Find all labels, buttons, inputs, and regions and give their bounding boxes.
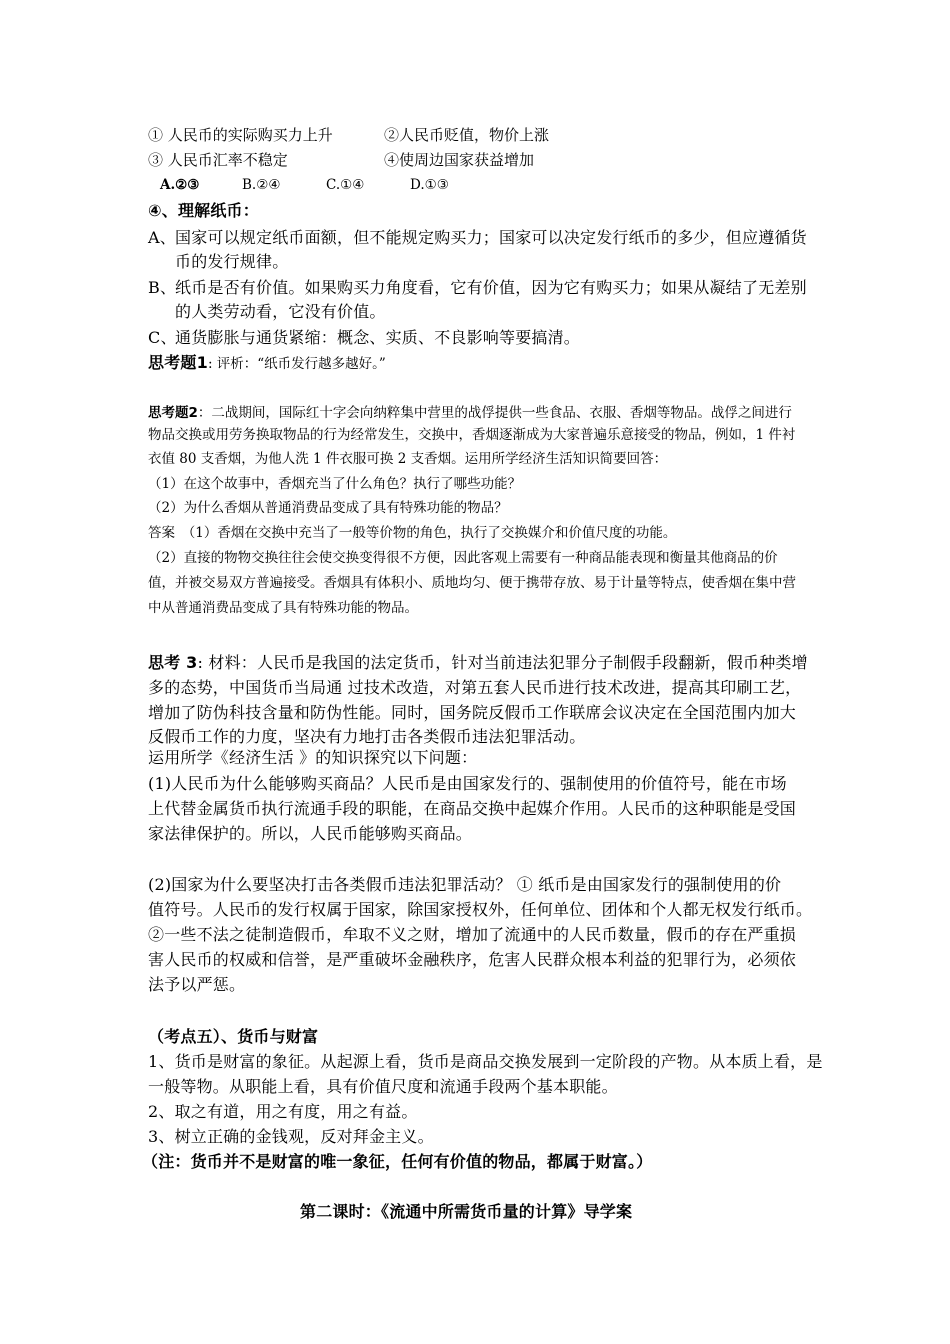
item-b-line-1: 纸币是否有价值。如果购买力角度看，它有价值，因为它有购买力；如果从凝结了无差别 — [175, 278, 807, 297]
think-3-q2-line-2: 值符号。人民币的发行权属于国家，除国家授权外，任何单位、团体和个人都无权发行纸币。 — [148, 900, 813, 919]
think-3-q2-line-4: 害人民币的权威和信誉，是严重破坏金融秩序，危害人民群众根本利益的犯罪行为，必须依 — [148, 950, 797, 969]
option-2: ②人民币贬值，物价上涨 — [384, 126, 550, 144]
lesson-2-title: 第二课时：《流通中所需货币量的计算》导学案 — [300, 1202, 633, 1221]
item-b-label: B、 — [148, 278, 177, 297]
think-3-q2-line-3: ②一些不法之徒制造假币，牟取不义之财，增加了流通中的人民币数量，假币的存在严重损 — [148, 925, 797, 944]
think-2-answer-2-line-2: 值，并被交易双方普遍接受。香烟具有体积小、质地均匀、便于携带存放、易于计量等特点，使香烟在集中营 — [148, 575, 796, 591]
item-a-line-2: 币的发行规律。 — [175, 252, 289, 271]
think-2-answer-2-line-3: 中从普通消费品变成了具有特殊功能的物品。 — [148, 600, 418, 616]
choice-b: B.②④ — [242, 177, 281, 193]
choice-c: C.①④ — [326, 177, 365, 193]
item-a-line-1: 国家可以规定纸币面额，但不能规定购买力；国家可以决定发行纸币的多少，但应遵循货 — [175, 228, 807, 247]
think-2-answer-1: 答案 （1）香烟在交换中充当了一般等价物的角色，执行了交换媒介和价值尺度的功能。 — [148, 525, 677, 541]
think-3-line-5: 运用所学《经济生活 》的知识探究以下问题： — [148, 748, 478, 767]
think-1-label: 思考题1 — [148, 353, 208, 372]
think-1-text: : 评析：“纸币发行越多越好。” — [207, 356, 386, 372]
wealth-heading: （考点五）、货币与财富 — [148, 1027, 319, 1046]
think-2-line-1 — [148, 404, 792, 421]
think-3-q1-line-2: 上代替金属货币执行流通手段的职能，在商品交换中起媒介作用。人民币的这种职能是受国 — [148, 799, 797, 818]
think-2-line-2: 物品交换或用劳务换取物品的行为经常发生，交换中，香烟逐渐成为大家普遍乐意接受的物品，例如，1 件衬 — [148, 427, 796, 443]
wealth-point-1-line-2: 一般等物。从职能上看，具有价值尺度和流通手段两个基本职能。 — [148, 1077, 618, 1096]
paper-money-heading: ④、理解纸币： — [148, 201, 259, 220]
think-3-line-1 — [148, 655, 808, 671]
think-2-label: 思考题2 — [148, 405, 198, 421]
think-3-line-2: 多的态势，中国货币当局通 过技术改造，对第五套人民币进行技术改进，提高其印刷工艺， — [148, 678, 802, 697]
wealth-point-2: 2、取之有道，用之有度，用之有益。 — [148, 1102, 418, 1121]
think-2-answer-2-line-1: （2）直接的物物交换往往会使交换变得很不方便，因此客观上需要有一种商品能表现和衡量其他商品的价 — [148, 550, 778, 566]
option-1: ① 人民币的实际购买力上升 — [148, 126, 333, 144]
think-3-text: : 材料：人民币是我国的法定货币，针对当前违法犯罪分子制假手段翻新，假币种类增 — [197, 653, 808, 672]
item-a-label: A、 — [148, 228, 176, 247]
think-3-label: 思考 3 — [148, 653, 198, 672]
think-3-q2-line-1: (2)国家为什么要坚决打击各类假币违法犯罪活动？ ① 纸币是由国家发行的强制使用的价 — [148, 875, 782, 894]
think-2-question-1: （1）在这个故事中，香烟充当了什么角色？执行了哪些功能？ — [148, 476, 522, 492]
wealth-point-3: 3、树立正确的金钱观，反对拜金主义。 — [148, 1127, 434, 1146]
item-c-line-1: 通货膨胀与通货紧缩：概念、实质、不良影响等要搞清。 — [175, 328, 581, 347]
think-3-line-4: 反假币工作的力度，坚决有力地打击各类假币违法犯罪活动。 — [148, 727, 586, 746]
item-c-label: C、 — [148, 328, 177, 347]
wealth-point-1-line-1: 1、货币是财富的象征。从起源上看，货币是商品交换发展到一定阶段的产物。从本质上看，是 — [148, 1052, 823, 1071]
think-3-line-3: 增加了防伪科技含量和防伪性能。同时，国务院反假币工作联席会议决定在全国范围内加大 — [148, 703, 797, 722]
choice-d: D.①③ — [410, 177, 449, 193]
think-3-q2-line-5: 法予以严惩。 — [148, 975, 246, 994]
think-2-line-3: 衣值 80 支香烟，为他人洗 1 件衣服可换 2 支香烟。运用所学经济生活知识简要回答： — [148, 451, 668, 467]
item-b-line-2: 的人类劳动看，它没有价值。 — [175, 302, 386, 321]
think-3-q1-line-1: (1)人民币为什么能够购买商品？人民币是由国家发行的、强制使用的价值符号，能在市场 — [148, 774, 787, 793]
think-1 — [148, 355, 386, 372]
option-4: ④使周边国家获益增加 — [384, 151, 535, 169]
think-2-text: ：二战期间，国际红十字会向纳粹集中营里的战俘提供一些食品、衣服、香烟等物品。战俘之间进行 — [197, 405, 792, 421]
wealth-note: （注：货币并不是财富的唯一象征，任何有价值的物品，都属于财富。） — [142, 1152, 653, 1171]
think-3-q1-line-3: 家法律保护的。所以，人民币能够购买商品。 — [148, 824, 473, 843]
think-2-question-2: （2）为什么香烟从普通消费品变成了具有特殊功能的物品？ — [148, 500, 508, 516]
option-3: ③ 人民币汇率不稳定 — [148, 151, 288, 169]
choice-a: A.②③ — [160, 177, 200, 193]
